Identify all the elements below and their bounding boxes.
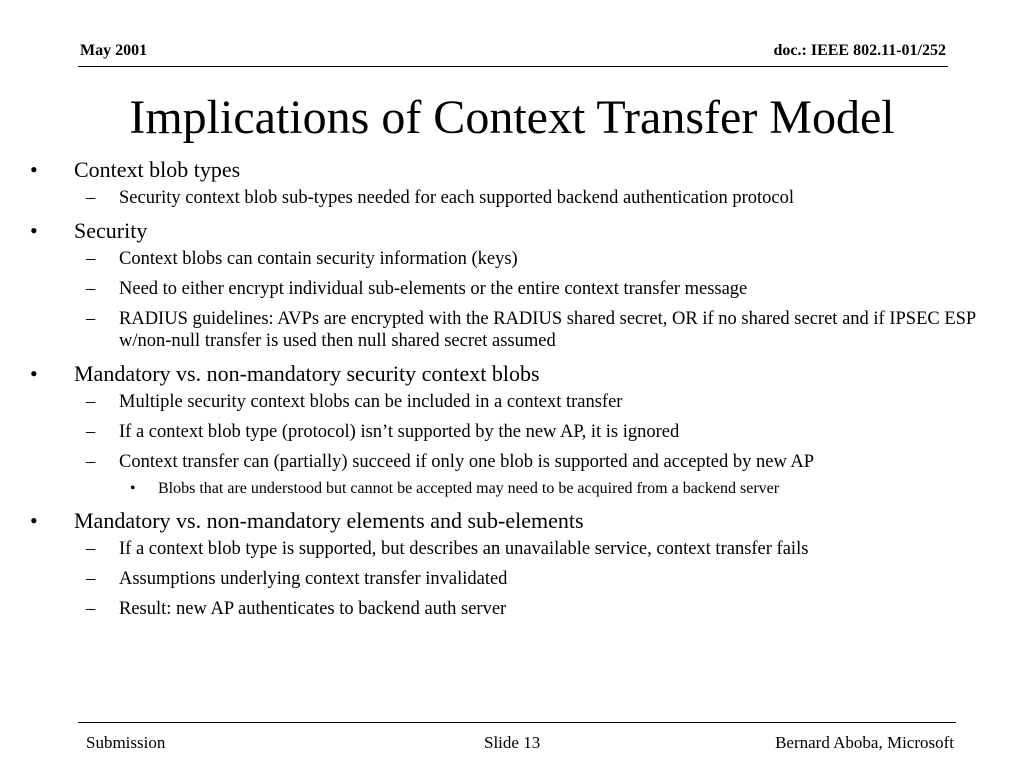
bullet-item [30,360,1010,387]
dash-icon: – [86,569,96,589]
sub-bullet-text: Context blobs can contain security information (keys) [119,249,518,269]
sub-bullet-item [30,568,1010,590]
header-date: May 2001 [80,42,148,59]
sub-bullet-item [30,538,1010,560]
sub-bullet-text: If a context blob type (protocol) isn’t supported by the new AP, it is ignored [119,422,680,442]
sub-bullet-text: RADIUS guidelines: AVPs are encrypted with the RADIUS shared secret, OR if no shared secret and if IPSEC ESP w/non-null transfer is used then null shared secret assumed [119,309,976,351]
dash-icon: – [86,188,96,208]
sub-bullet-item [30,598,1010,620]
bullet-item [30,217,1010,244]
bullet-text: Context blob types [74,157,241,182]
small-bullet-dot-icon: • [130,480,136,497]
header-doc-id: doc.: IEEE 802.11-01/252 [773,42,946,59]
dash-icon: – [86,539,96,559]
bullet-dot-icon: • [30,361,38,386]
bullet-dot-icon: • [30,157,38,182]
header-divider [78,66,948,67]
sub-bullet-text: Need to either encrypt individual sub-elements or the entire context transfer message [119,279,748,299]
dash-icon: – [86,422,96,442]
slide-title: Implications of Context Transfer Model [129,91,895,144]
sub-bullet-item [30,391,1010,413]
bullet-item [30,507,1010,534]
dash-icon: – [86,279,96,299]
sub-bullet-item [30,187,1010,209]
footer-slide-number: Slide 13 [484,733,541,752]
bullet-item [30,156,1010,183]
dash-icon: – [86,599,96,619]
sub-bullet-item [30,308,1010,352]
bullet-text: Mandatory vs. non-mandatory elements and sub-elements [74,508,584,533]
sub-bullet-item [30,248,1010,270]
slide-body [30,150,1010,628]
sub-bullet-item [30,451,1010,473]
footer-submission: Submission [86,733,166,752]
sub-bullet-text: Result: new AP authenticates to backend auth server [119,599,507,619]
dash-icon: – [86,452,96,472]
bullet-dot-icon: • [30,508,38,533]
sub-sub-bullet-item [30,479,1010,499]
sub-bullet-item [30,421,1010,443]
sub-bullet-text: If a context blob type is supported, but describes an unavailable service, context transfer fails [119,539,809,559]
sub-bullet-text: Multiple security context blobs can be included in a context transfer [119,392,623,412]
dash-icon: – [86,249,96,269]
sub-bullet-text: Security context blob sub-types needed for each supported backend authentication protocol [119,188,795,208]
dash-icon: – [86,309,96,329]
bullet-text: Mandatory vs. non-mandatory security context blobs [74,361,540,386]
sub-bullet-text: Context transfer can (partially) succeed if only one blob is supported and accepted by new AP [119,452,815,472]
sub-sub-bullet-text: Blobs that are understood but cannot be accepted may need to be acquired from a backend server [158,480,780,497]
footer-divider [78,722,956,723]
bullet-dot-icon: • [30,218,38,243]
sub-bullet-text: Assumptions underlying context transfer invalidated [119,569,508,589]
bullet-text: Security [74,218,148,243]
dash-icon: – [86,392,96,412]
footer-author: Bernard Aboba, Microsoft [775,733,954,752]
sub-bullet-item [30,278,1010,300]
